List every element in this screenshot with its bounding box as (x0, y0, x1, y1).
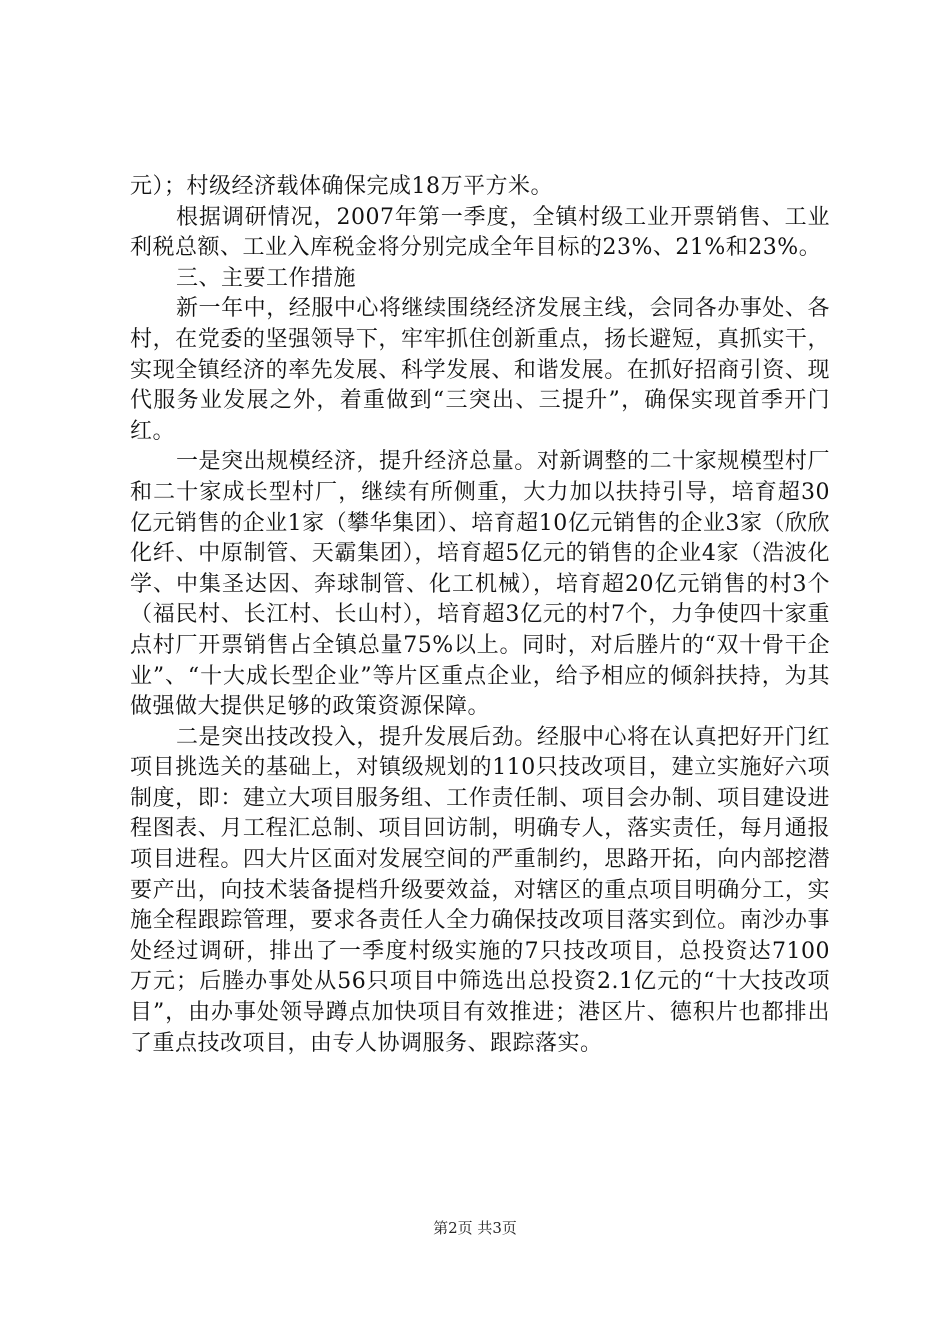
section-heading-main-measures: 三、主要工作措施 (176, 265, 357, 291)
paragraph-survey-forecast: 根据调研情况，2007年第一季度，全镇村级工业开票销售、工业利税总额、工业入库税金将分别完成全年目标的23%、21%和23%。 (130, 204, 830, 261)
paragraph-new-year-overview: 新一年中，经服中心将继续围绕经济发展主线，会同各办事处、各村，在党委的坚强领导下，牢牢抓住创新重点，扬长避短，真抓实干，实现全镇经济的率先发展、科学发展、和谐发展。在抓好招商引资、现代服务业发展之外，着重做到“三突出、三提升”，确保实现首季开门红。 (130, 296, 830, 444)
paragraph-tech-investment: 二是突出技改投入，提升发展后劲。经服中心将在认真把好开门红项目挑选关的基础上，对镇级规划的110只技改项目，建立实施好六项制度，即：建立大项目服务组、工作责任制、项目会办制、项目建设进程图表、月工程汇总制、项目回访制，明确专人，落实责任，每月通报项目进程。四大片区面对发展空间的严重制约，思路开拓，向内部挖潜要产出，向技术装备提档升级要效益，对辖区的重点项目明确分工，实施全程跟踪管理，要求各责任人全力确保技改项目落实到位。南沙办事处经过调研，排出了一季度村级实施的7只技改项目，总投资达7100万元；后塍办事处从56只项目中筛选出总投资2.1亿元的“十大技改项目”，由办事处领导蹲点加快项目有效推进；港区片、德积片也都排出了重点技改项目，由专人协调服务、跟踪落实。 (130, 724, 830, 1056)
paragraph-continuation: 元）；村级经济载体确保完成18万平方米。 (130, 174, 553, 199)
document-body (130, 172, 830, 1059)
page-footer: 第2页 共3页 (433, 1219, 517, 1237)
paragraph-scale-economy: 一是突出规模经济，提升经济总量。对新调整的二十家规模型村厂和二十家成长型村厂，继续有所侧重，大力加以扶持引导，培育超30亿元销售的企业1家（攀华集团）、培育超10亿元销售的企业3家（欣欣化纤、中原制管、天霸集团），培育超5亿元的销售的企业4家（浩波化学、中集圣达因、奔球制管、化工机械），培育超20亿元销售的村3个（福民村、长江村、长山村），培育超3亿元的村7个，力争使四十家重点村厂开票销售占全镇总量75%以上。同时，对后塍片的“双十骨干企业”、“十大成长型企业”等片区重点企业，给予相应的倾斜扶持，为其做强做大提供足够的政策资源保障。 (130, 449, 830, 720)
